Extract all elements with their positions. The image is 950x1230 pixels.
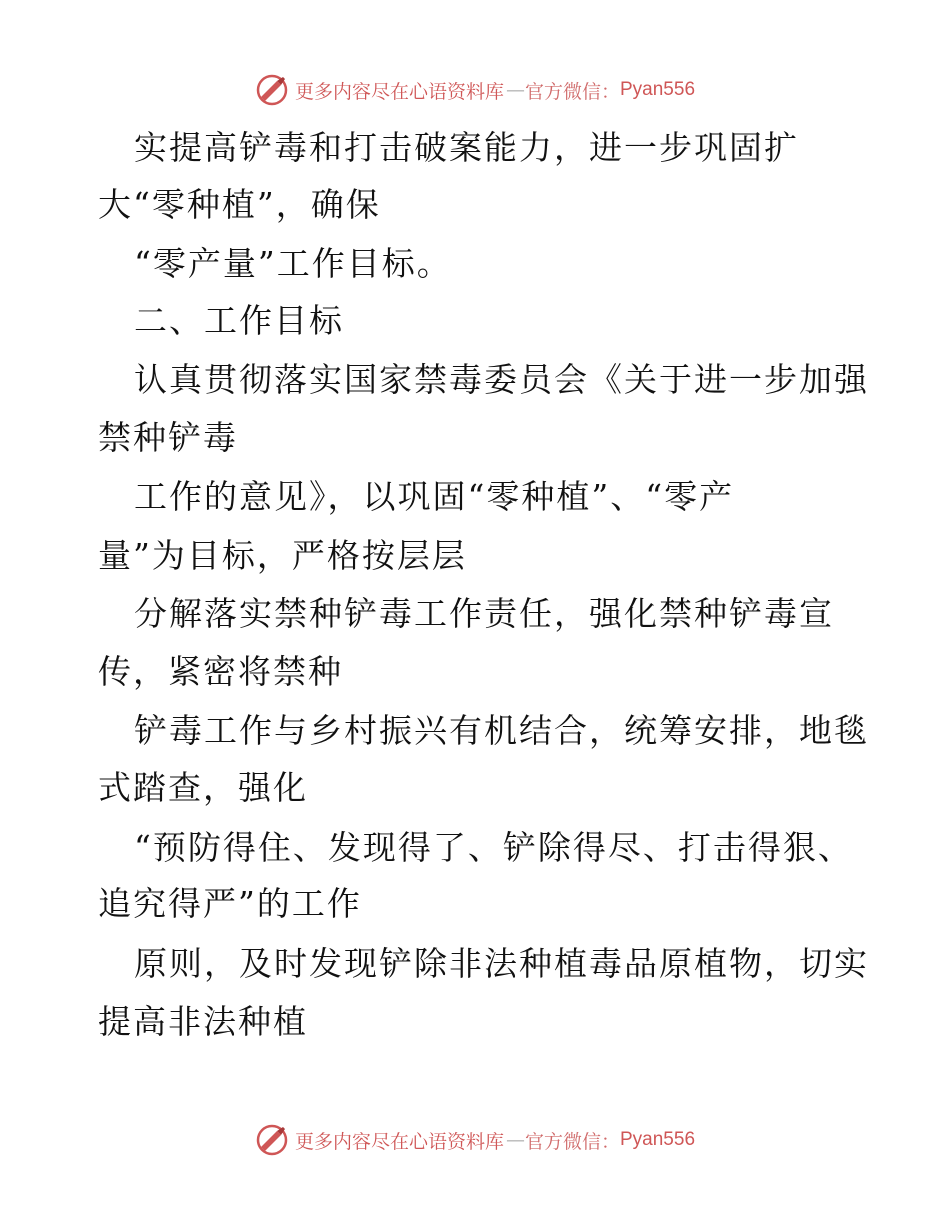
watermark-wechat-label: 官方微信：	[524, 80, 620, 103]
text-line: 追究得严”的工作	[98, 884, 362, 923]
text-line: 分解落实禁种铲毒工作责任，强化禁种铲毒宣	[134, 594, 834, 633]
text-line: 原则，及时发现铲除非法种植毒品原植物，切实	[134, 944, 869, 983]
text-line: 提高非法种植	[98, 1002, 308, 1041]
text-line: “零产量”工作目标。	[134, 244, 452, 283]
text-line: 认真贯彻落实国家禁毒委员会《关于进一步加强	[134, 360, 869, 399]
watermark-separator: —	[505, 79, 523, 101]
text-line: 传，紧密将禁种	[98, 652, 343, 691]
watermark-main-text: 更多内容尽在心语资料库	[294, 80, 504, 103]
text-line: 式踏查，强化	[98, 768, 308, 807]
watermark-header	[0, 72, 950, 108]
text-line: 工作的意见》，以巩固“零种植”、“零产	[134, 477, 735, 516]
watermark-wechat-id: Pyan556	[620, 1129, 696, 1150]
text-line: 实提高铲毒和打击破案能力，进一步巩固扩	[134, 128, 799, 167]
watermark-footer	[0, 1122, 950, 1158]
watermark-separator: —	[505, 1129, 523, 1151]
watermark-wechat-id: Pyan556	[620, 79, 696, 100]
watermark-wechat-label: 官方微信：	[524, 1130, 620, 1153]
quill-logo-icon	[255, 73, 289, 107]
text-line: 铲毒工作与乡村振兴有机结合，统筹安排，地毯	[134, 711, 869, 750]
text-line: 禁种铲毒	[98, 418, 238, 457]
section-heading: 二、工作目标	[134, 301, 344, 340]
text-line: 大“零种植”，确保	[98, 185, 381, 224]
watermark-main-text: 更多内容尽在心语资料库	[294, 1130, 504, 1153]
text-line: “预防得住、发现得了、铲除得尽、打击得狠、	[134, 828, 853, 867]
quill-logo-icon	[255, 1123, 289, 1157]
text-line: 量”为目标，严格按层层	[98, 536, 467, 575]
